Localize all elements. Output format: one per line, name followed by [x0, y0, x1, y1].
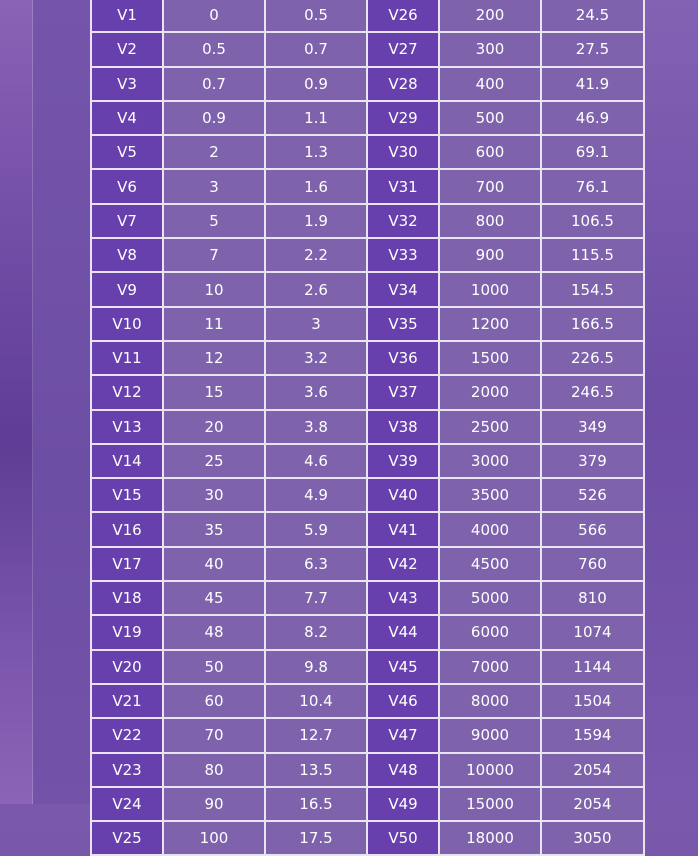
- reward-cell: 3.8: [265, 410, 367, 444]
- reward-cell: 226.5: [541, 341, 644, 375]
- level-cell: V24: [91, 787, 163, 821]
- table-row: [91, 0, 644, 32]
- value-cell: 6000: [439, 615, 541, 649]
- reward-cell: 27.5: [541, 32, 644, 66]
- reward-cell: 2.2: [265, 238, 367, 272]
- right-edge-panel: [644, 0, 698, 804]
- table-row: [91, 67, 644, 101]
- level-cell: V10: [91, 307, 163, 341]
- reward-cell: 1.6: [265, 169, 367, 203]
- table-row: [91, 718, 644, 752]
- level-cell: V43: [367, 581, 439, 615]
- level-cell: V16: [91, 512, 163, 546]
- value-cell: 25: [163, 444, 265, 478]
- value-cell: 0: [163, 0, 265, 32]
- value-cell: 90: [163, 787, 265, 821]
- value-cell: 0.5: [163, 32, 265, 66]
- value-cell: 400: [439, 67, 541, 101]
- level-cell: V30: [367, 135, 439, 169]
- level-cell: V12: [91, 375, 163, 409]
- table-row: [91, 307, 644, 341]
- table-row: [91, 753, 644, 787]
- table-row: [91, 615, 644, 649]
- value-cell: 60: [163, 684, 265, 718]
- level-cell: V39: [367, 444, 439, 478]
- table-row: [91, 32, 644, 66]
- reward-cell: 1074: [541, 615, 644, 649]
- level-cell: V31: [367, 169, 439, 203]
- reward-cell: 3.2: [265, 341, 367, 375]
- level-cell: V3: [91, 67, 163, 101]
- level-cell: V27: [367, 32, 439, 66]
- value-cell: 200: [439, 0, 541, 32]
- table-row: [91, 341, 644, 375]
- left-edge-panel: [0, 0, 33, 804]
- level-cell: V36: [367, 341, 439, 375]
- value-cell: 48: [163, 615, 265, 649]
- level-cell: V22: [91, 718, 163, 752]
- table-row: [91, 169, 644, 203]
- table-row: [91, 204, 644, 238]
- value-cell: 0.9: [163, 101, 265, 135]
- value-cell: 35: [163, 512, 265, 546]
- table-row: [91, 478, 644, 512]
- value-cell: 20: [163, 410, 265, 444]
- level-cell: V35: [367, 307, 439, 341]
- reward-cell: 1504: [541, 684, 644, 718]
- reward-cell: 41.9: [541, 67, 644, 101]
- level-cell: V34: [367, 272, 439, 306]
- reward-cell: 1594: [541, 718, 644, 752]
- table-row: [91, 512, 644, 546]
- reward-cell: 0.7: [265, 32, 367, 66]
- reward-cell: 7.7: [265, 581, 367, 615]
- value-cell: 45: [163, 581, 265, 615]
- value-cell: 8000: [439, 684, 541, 718]
- value-cell: 100: [163, 821, 265, 855]
- table-row: [91, 581, 644, 615]
- reward-cell: 810: [541, 581, 644, 615]
- reward-cell: 1144: [541, 650, 644, 684]
- reward-cell: 3050: [541, 821, 644, 855]
- reward-cell: 3.6: [265, 375, 367, 409]
- table-row: [91, 375, 644, 409]
- vip-level-table: [90, 0, 645, 856]
- value-cell: 1500: [439, 341, 541, 375]
- level-cell: V6: [91, 169, 163, 203]
- level-cell: V28: [367, 67, 439, 101]
- level-cell: V1: [91, 0, 163, 32]
- table-row: [91, 650, 644, 684]
- value-cell: 7: [163, 238, 265, 272]
- value-cell: 0.7: [163, 67, 265, 101]
- level-cell: V13: [91, 410, 163, 444]
- level-cell: V42: [367, 547, 439, 581]
- level-cell: V23: [91, 753, 163, 787]
- reward-cell: 4.9: [265, 478, 367, 512]
- reward-cell: 2.6: [265, 272, 367, 306]
- reward-cell: 349: [541, 410, 644, 444]
- level-cell: V37: [367, 375, 439, 409]
- value-cell: 900: [439, 238, 541, 272]
- reward-cell: 5.9: [265, 512, 367, 546]
- level-cell: V47: [367, 718, 439, 752]
- table-row: [91, 272, 644, 306]
- reward-cell: 1.3: [265, 135, 367, 169]
- level-cell: V41: [367, 512, 439, 546]
- value-cell: 10000: [439, 753, 541, 787]
- value-cell: 9000: [439, 718, 541, 752]
- value-cell: 1200: [439, 307, 541, 341]
- value-cell: 2: [163, 135, 265, 169]
- reward-cell: 10.4: [265, 684, 367, 718]
- value-cell: 600: [439, 135, 541, 169]
- table-row: [91, 101, 644, 135]
- reward-cell: 526: [541, 478, 644, 512]
- vip-table-body: [91, 0, 644, 855]
- level-cell: V4: [91, 101, 163, 135]
- value-cell: 80: [163, 753, 265, 787]
- value-cell: 5: [163, 204, 265, 238]
- value-cell: 500: [439, 101, 541, 135]
- reward-cell: 24.5: [541, 0, 644, 32]
- value-cell: 30: [163, 478, 265, 512]
- level-cell: V8: [91, 238, 163, 272]
- level-cell: V7: [91, 204, 163, 238]
- level-cell: V18: [91, 581, 163, 615]
- table-row: [91, 547, 644, 581]
- reward-cell: 76.1: [541, 169, 644, 203]
- value-cell: 1000: [439, 272, 541, 306]
- value-cell: 5000: [439, 581, 541, 615]
- level-cell: V38: [367, 410, 439, 444]
- value-cell: 4000: [439, 512, 541, 546]
- level-cell: V5: [91, 135, 163, 169]
- reward-cell: 154.5: [541, 272, 644, 306]
- value-cell: 15: [163, 375, 265, 409]
- reward-cell: 6.3: [265, 547, 367, 581]
- reward-cell: 0.9: [265, 67, 367, 101]
- reward-cell: 760: [541, 547, 644, 581]
- reward-cell: 4.6: [265, 444, 367, 478]
- value-cell: 3: [163, 169, 265, 203]
- value-cell: 300: [439, 32, 541, 66]
- level-cell: V29: [367, 101, 439, 135]
- value-cell: 15000: [439, 787, 541, 821]
- value-cell: 50: [163, 650, 265, 684]
- value-cell: 3000: [439, 444, 541, 478]
- reward-cell: 1.1: [265, 101, 367, 135]
- level-cell: V20: [91, 650, 163, 684]
- reward-cell: 246.5: [541, 375, 644, 409]
- value-cell: 4500: [439, 547, 541, 581]
- level-cell: V44: [367, 615, 439, 649]
- reward-cell: 166.5: [541, 307, 644, 341]
- level-cell: V40: [367, 478, 439, 512]
- level-cell: V32: [367, 204, 439, 238]
- table-row: [91, 135, 644, 169]
- value-cell: 18000: [439, 821, 541, 855]
- reward-cell: 0.5: [265, 0, 367, 32]
- level-cell: V25: [91, 821, 163, 855]
- reward-cell: 379: [541, 444, 644, 478]
- level-cell: V45: [367, 650, 439, 684]
- table-row: [91, 444, 644, 478]
- level-cell: V11: [91, 341, 163, 375]
- value-cell: 2000: [439, 375, 541, 409]
- reward-cell: 12.7: [265, 718, 367, 752]
- reward-cell: 2054: [541, 753, 644, 787]
- level-cell: V14: [91, 444, 163, 478]
- value-cell: 7000: [439, 650, 541, 684]
- level-cell: V15: [91, 478, 163, 512]
- value-cell: 2500: [439, 410, 541, 444]
- table-row: [91, 238, 644, 272]
- level-cell: V21: [91, 684, 163, 718]
- reward-cell: 2054: [541, 787, 644, 821]
- reward-cell: 8.2: [265, 615, 367, 649]
- value-cell: 40: [163, 547, 265, 581]
- reward-cell: 46.9: [541, 101, 644, 135]
- reward-cell: 3: [265, 307, 367, 341]
- value-cell: 10: [163, 272, 265, 306]
- table-row: [91, 684, 644, 718]
- level-cell: V33: [367, 238, 439, 272]
- level-cell: V19: [91, 615, 163, 649]
- level-cell: V48: [367, 753, 439, 787]
- table-row: [91, 821, 644, 855]
- table-row: [91, 410, 644, 444]
- reward-cell: 115.5: [541, 238, 644, 272]
- reward-cell: 566: [541, 512, 644, 546]
- reward-cell: 9.8: [265, 650, 367, 684]
- reward-cell: 106.5: [541, 204, 644, 238]
- level-cell: V46: [367, 684, 439, 718]
- value-cell: 11: [163, 307, 265, 341]
- level-cell: V50: [367, 821, 439, 855]
- reward-cell: 69.1: [541, 135, 644, 169]
- reward-cell: 1.9: [265, 204, 367, 238]
- level-cell: V17: [91, 547, 163, 581]
- level-cell: V9: [91, 272, 163, 306]
- value-cell: 700: [439, 169, 541, 203]
- reward-cell: 13.5: [265, 753, 367, 787]
- value-cell: 70: [163, 718, 265, 752]
- level-cell: V49: [367, 787, 439, 821]
- level-cell: V2: [91, 32, 163, 66]
- reward-cell: 17.5: [265, 821, 367, 855]
- value-cell: 12: [163, 341, 265, 375]
- reward-cell: 16.5: [265, 787, 367, 821]
- level-cell: V26: [367, 0, 439, 32]
- value-cell: 800: [439, 204, 541, 238]
- value-cell: 3500: [439, 478, 541, 512]
